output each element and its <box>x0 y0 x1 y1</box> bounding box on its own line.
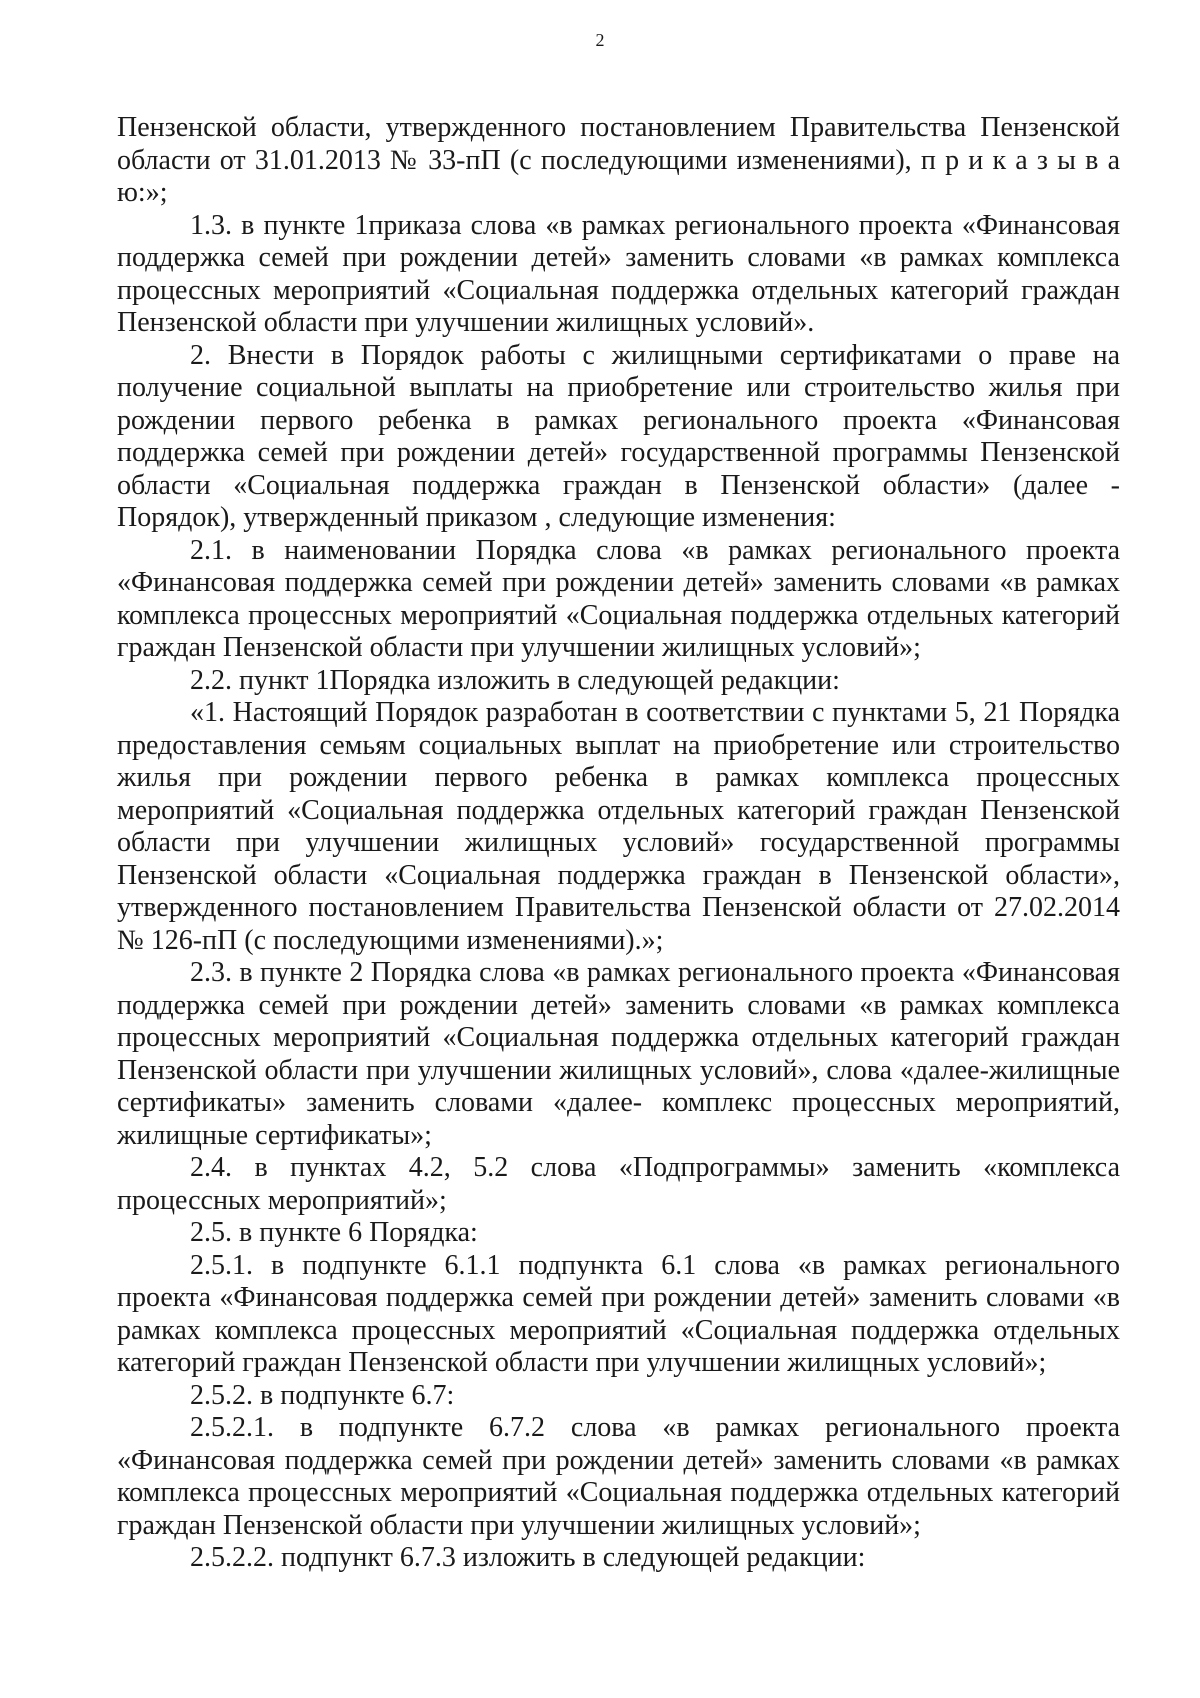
paragraph-2-5-2-1: 2.5.2.1. в подпункте 6.7.2 слова «в рамках регионального проекта «Финансовая поддержка семей при рождении детей» заменить словами «в рамках комплекса процессных мероприятий «Социальная поддержка отдельных категорий граждан Пензенской области при улучшении жилищных условий»; <box>117 1412 1120 1541</box>
paragraph-2-4: 2.4. в пунктах 4.2, 5.2 слова «Подпрограммы» заменить «комплекса процессных мероприятий»; <box>117 1152 1120 1216</box>
paragraph-1-3: 1.3. в пункте 1приказа слова «в рамках регионального проекта «Финансовая поддержка семей при рождении детей» заменить словами «в рамках комплекса процессных мероприятий «Социальная поддержка отдельных категорий граждан Пензенской области при улучшении жилищных условий». <box>117 209 1120 338</box>
paragraph-continuation: Пензенской области, утвержденного постановлением Правительства Пензенской области от 31.01.2013 № 33-пП (с последующими изменениями), п р и к а з ы в а ю:»; <box>117 112 1120 208</box>
paragraph-2-1: 2.1. в наименовании Порядка слова «в рамках регионального проекта «Финансовая поддержка семей при рождении детей» заменить словами «в рамках комплекса процессных мероприятий «Социальная поддержка отдельных категорий граждан Пензенской области при улучшении жилищных условий»; <box>117 534 1120 663</box>
paragraph-quote-1: «1. Настоящий Порядок разработан в соответствии с пунктами 5, 21 Порядка предоставления семьям социальных выплат на приобретение или строительство жилья при рождении первого ребенка в рамках комплекса процессных мероприятий «Социальная поддержка отдельных категорий граждан Пензенской области при улучшении жилищных условий» государственной программы Пензенской области «Социальная поддержка граждан в Пензенской области», утвержденного постановлением Правительства Пензенской области от 27.02.2014 № 126-пП (с последующими изменениями).»; <box>117 697 1120 956</box>
paragraph-2-5-2: 2.5.2. в подпункте 6.7: <box>190 1379 455 1411</box>
paragraph-2-3: 2.3. в пункте 2 Порядка слова «в рамках регионального проекта «Финансовая поддержка семей при рождении детей» заменить словами «в рамках комплекса процессных мероприятий «Социальная поддержка отдельных категорий граждан Пензенской области при улучшении жилищных условий», слова «далее-жилищные сертификаты» заменить словами «далее- комплекс процессных мероприятий, жилищные сертификаты»; <box>117 957 1120 1151</box>
paragraph-2-2: 2.2. пункт 1Порядка изложить в следующей редакции: <box>190 664 840 696</box>
document-body <box>117 112 1120 1575</box>
page-number: 2 <box>595 30 605 50</box>
paragraph-2-5-2-2: 2.5.2.2. подпункт 6.7.3 изложить в следующей редакции: <box>190 1542 866 1573</box>
paragraph-2-5-1: 2.5.1. в подпункте 6.1.1 подпункта 6.1 слова «в рамках регионального проекта «Финансовая поддержка семей при рождении детей» заменить словами «в рамках комплекса процессных мероприятий «Социальная поддержка отдельных категорий граждан Пензенской области при улучшении жилищных условий»; <box>117 1249 1120 1378</box>
paragraph-2: 2. Внести в Порядок работы с жилищными сертификатами о праве на получение социальной выплаты на приобретение или строительство жилья при рождении первого ребенка в рамках регионального проекта «Финансовая поддержка семей при рождении детей» государственной программы Пензенской области «Социальная поддержка граждан в Пензенской области» (далее - Порядок), утвержденный приказом , следующие изменения: <box>117 339 1120 533</box>
paragraph-2-5: 2.5. в пункте 6 Порядка: <box>190 1217 478 1248</box>
